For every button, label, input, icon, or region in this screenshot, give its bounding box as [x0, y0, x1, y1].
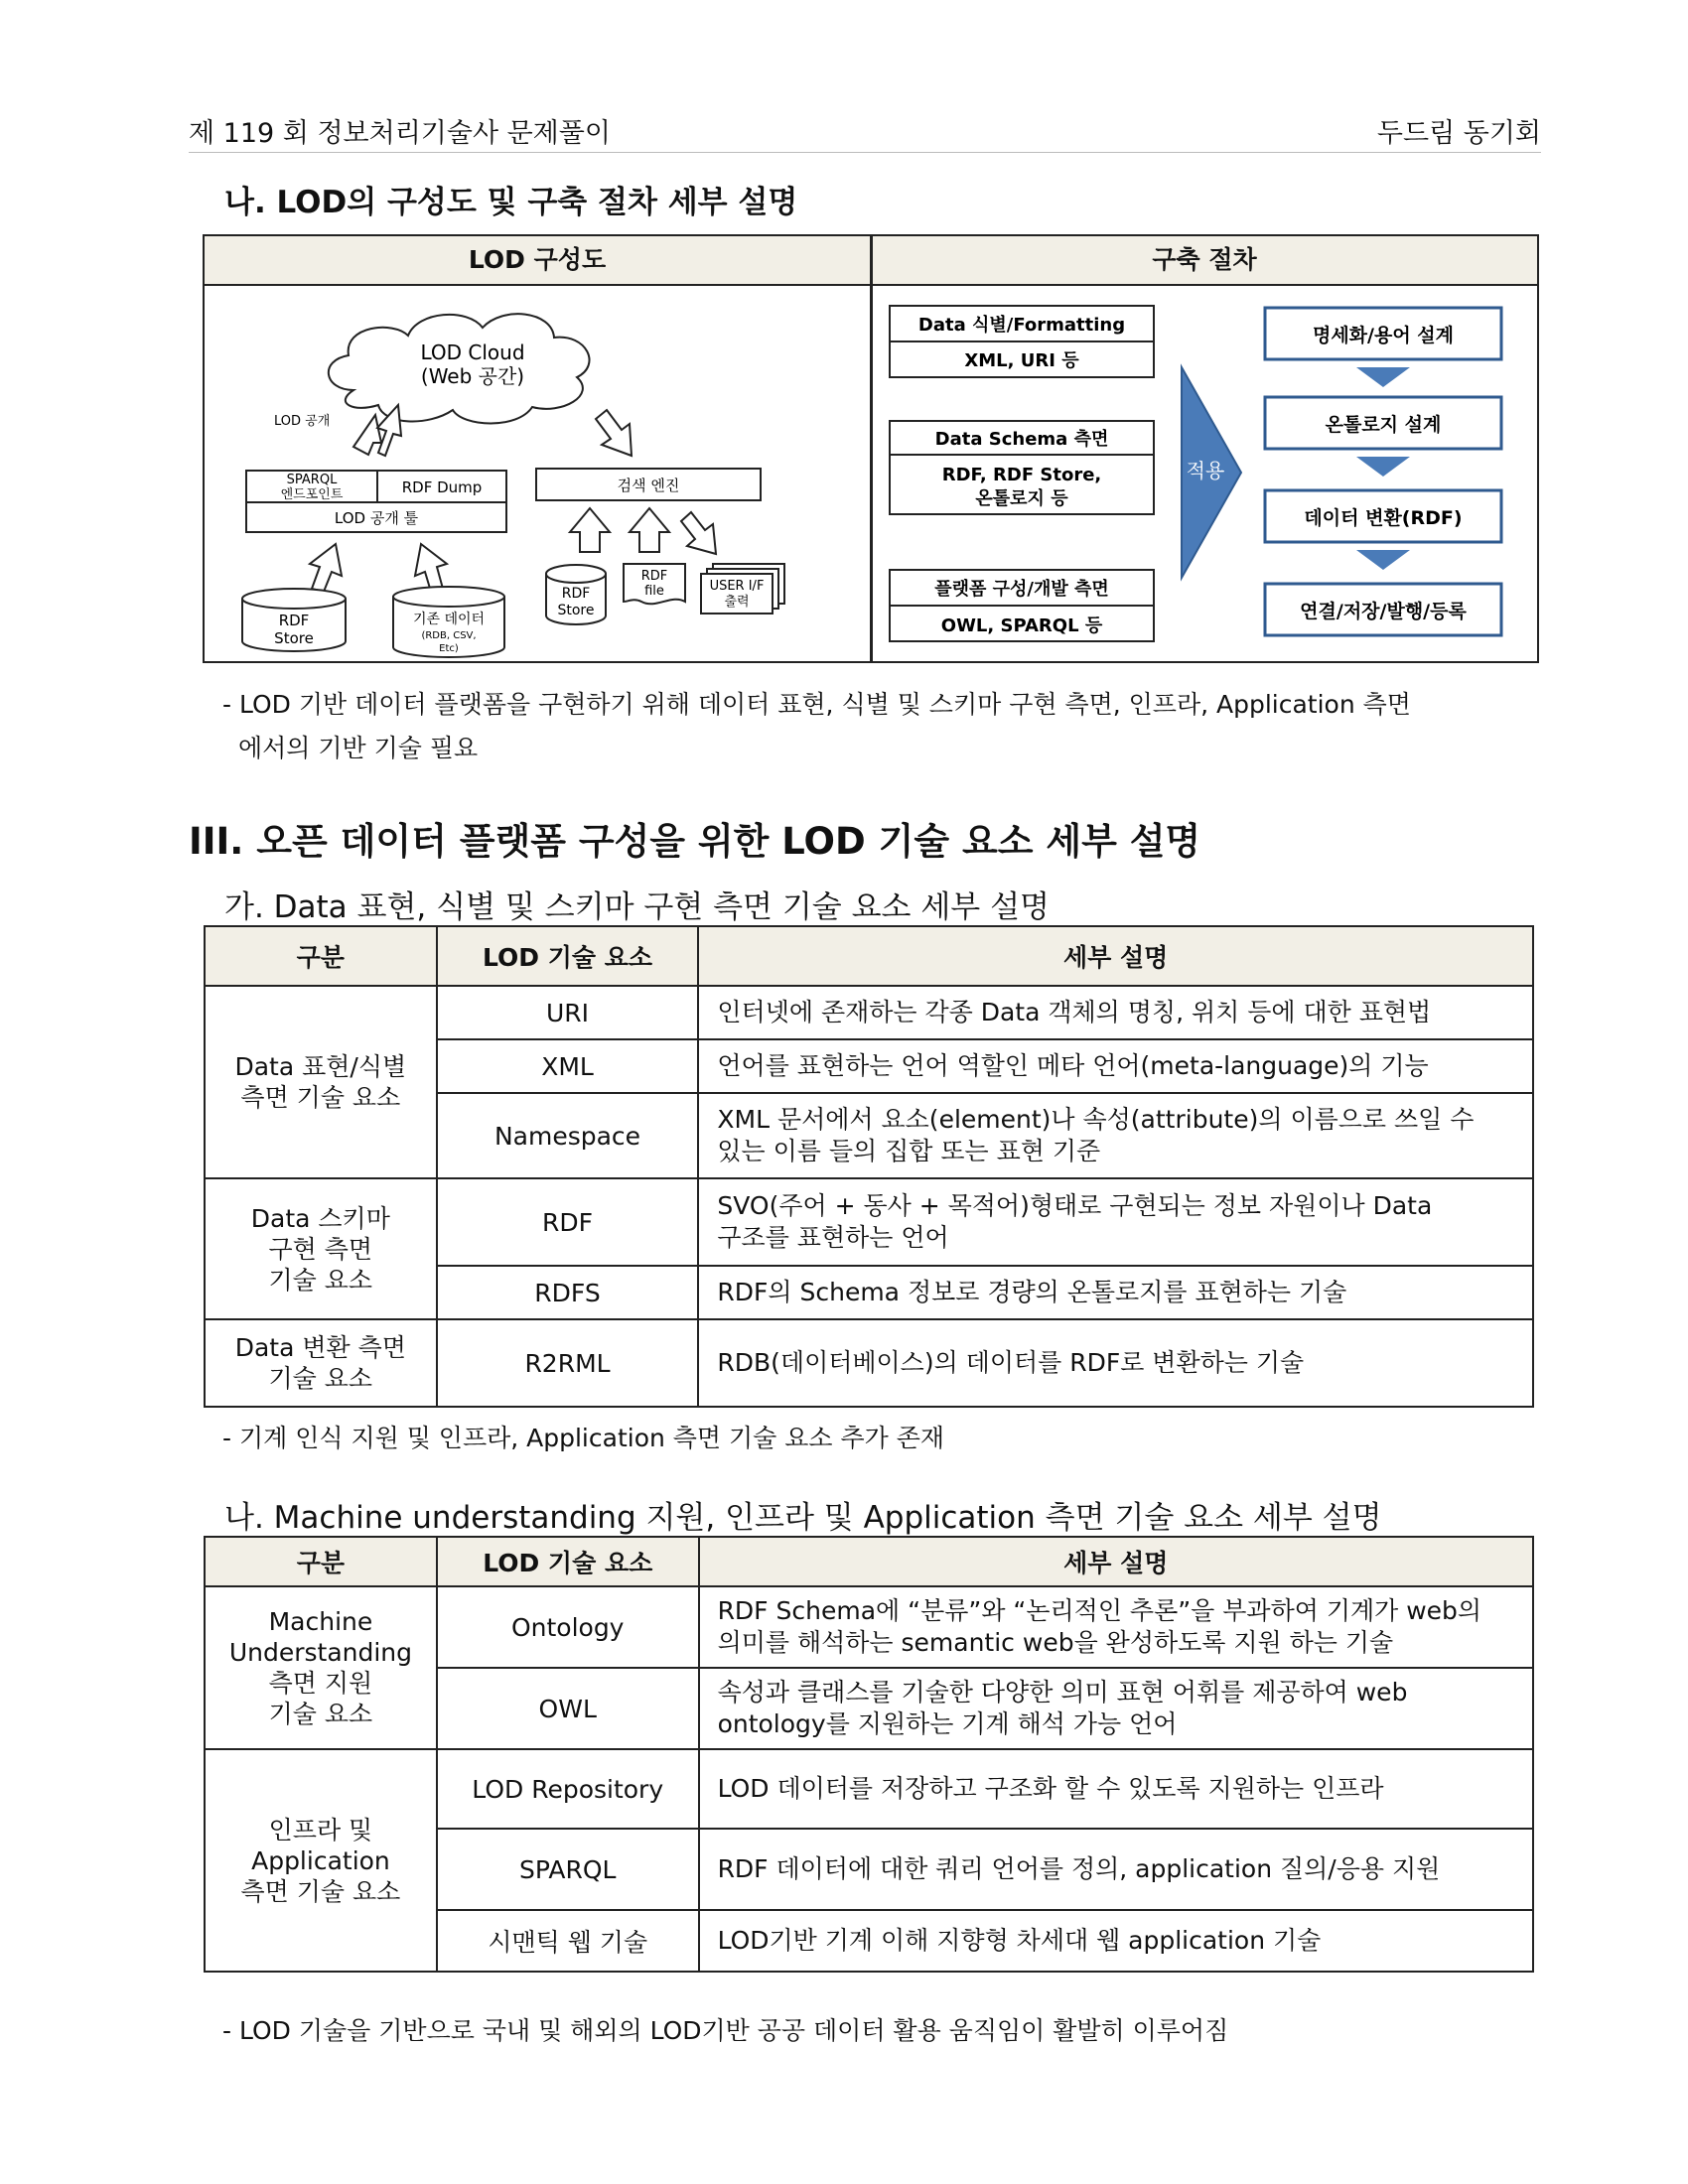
desc-line: RDF의 Schema 정보로 경량의 온톨로지를 표현하는 기술	[717, 1278, 1347, 1306]
header-left: 제 119 회 정보처리기술사 문제풀이	[189, 118, 611, 149]
apply-label: 적용	[1186, 459, 1225, 482]
table2-cat1	[205, 1586, 437, 1749]
rdf-store-right-top	[546, 565, 606, 583]
table1-cat2	[205, 1178, 437, 1319]
up-block-arrow-3	[415, 544, 447, 592]
element-cell: OWL	[437, 1668, 699, 1749]
header-right: 두드림 동기회	[1376, 118, 1541, 149]
user-if-label2: 출력	[724, 595, 750, 610]
table-row	[205, 1749, 1533, 1829]
cat-line: 측면 지원	[268, 1669, 373, 1698]
cat-line: Machine	[268, 1607, 373, 1636]
figure-col2-header: 구축 절차	[872, 236, 1537, 286]
legacy-label3: Etc)	[439, 643, 459, 654]
rdf-store-right-label2: Store	[557, 603, 595, 618]
desc-cell	[698, 1178, 1533, 1266]
rdf-store-left-label2: Store	[274, 629, 314, 647]
element-cell: RDFS	[437, 1266, 699, 1319]
desc-cell	[698, 1093, 1533, 1178]
cat-line: 측면 기술 요소	[240, 1083, 401, 1112]
cat-line: 측면 기술 요소	[240, 1876, 401, 1906]
desc-cell	[699, 1829, 1533, 1910]
desc-line: 언어를 표현하는 언어 역할인 메타 언어(meta-language)의 기능	[717, 1051, 1429, 1080]
cat-line: Data 변환 측면	[234, 1333, 406, 1362]
element-cell: RDF	[437, 1178, 699, 1266]
publish-tool-label: LOD 공개 툴	[334, 509, 419, 527]
down-block-arrow-1	[596, 410, 632, 456]
proc-box3-top: 플랫폼 구성/개발 측면	[934, 579, 1109, 600]
table2	[204, 1536, 1534, 1973]
step-label-2: 온톨로지 설계	[1325, 414, 1442, 436]
table-row	[205, 1319, 1533, 1407]
rdf-store-left-label1: RDF	[278, 612, 310, 629]
cat-line: 기술 요소	[268, 1265, 373, 1295]
note3: - LOD 기술을 기반으로 국내 및 해외의 LOD기반 공공 데이터 활용 움직임이 활발히 이루어짐	[222, 2016, 1229, 2045]
cat-line: 인프라 및	[268, 1815, 373, 1844]
legacy-label1: 기존 데이터	[412, 612, 486, 627]
up-arrow-publish	[353, 415, 381, 455]
element-cell: Namespace	[437, 1093, 699, 1178]
table2-header-desc: 세부 설명	[699, 1537, 1533, 1586]
table1-header-element: LOD 기술 요소	[437, 926, 699, 986]
desc-cell	[698, 1039, 1533, 1093]
build-procedure-diagram	[872, 286, 1539, 661]
rdf-store-left-top	[242, 589, 346, 609]
table1	[204, 925, 1534, 1408]
table1-cat3	[205, 1319, 437, 1407]
element-cell: SPARQL	[437, 1829, 699, 1910]
rdf-file-label1: RDF	[640, 569, 668, 584]
table-row	[205, 1586, 1533, 1668]
up-block-arrow-2	[310, 544, 342, 592]
section3-title: III. 오픈 데이터 플랫폼 구성을 위한 LOD 기술 요소 세부 설명	[189, 820, 1201, 863]
desc-cell	[698, 1319, 1533, 1407]
element-cell: 시맨틱 웹 기술	[437, 1910, 699, 1972]
legacy-label2: (RDB, CSV,	[421, 630, 477, 641]
proc-box2-bottom2: 온톨로지 등	[975, 488, 1068, 509]
table1-header-desc: 세부 설명	[698, 926, 1533, 986]
table1-header-category: 구분	[205, 926, 437, 986]
figure-col1-header: LOD 구성도	[205, 236, 870, 286]
page-header	[189, 111, 1541, 153]
section-na2-title: 나. Machine understanding 지원, 인프라 및 Application 측면 기술 요소 세부 설명	[224, 1500, 1382, 1536]
desc-cell	[698, 1266, 1533, 1319]
up-block-arrow-4	[570, 508, 610, 552]
desc-cell	[698, 986, 1533, 1039]
step-label-3: 데이터 변환(RDF)	[1304, 507, 1463, 529]
cloud-line2: (Web 공간)	[420, 364, 525, 388]
element-cell: XML	[437, 1039, 699, 1093]
cat-line: 구현 측면	[268, 1234, 373, 1264]
proc-box2-bottom1: RDF, RDF Store,	[941, 465, 1102, 485]
sparql-line2: 엔드포인트	[280, 487, 344, 502]
section-na-title: 나. LOD의 구성도 및 구축 절차 세부 설명	[224, 185, 798, 220]
user-if-label1: USER I/F	[709, 579, 765, 594]
desc-cell	[699, 1668, 1533, 1749]
desc-line: RDF 데이터에 대한 쿼리 언어를 정의, application 질의/응용 지원	[717, 1854, 1441, 1883]
desc-cell	[699, 1586, 1533, 1668]
proc-box2-top: Data Schema 측면	[934, 429, 1109, 450]
desc-line: RDF Schema에 “분류”와 “논리적인 추론”을 부과하여 기계가 web의	[717, 1596, 1482, 1625]
note2: - 기계 인식 지원 및 인프라, Application 측면 기술 요소 추가 존재	[222, 1424, 945, 1452]
rdf-dump-label: RDF Dump	[401, 478, 483, 496]
proc-box1-top: Data 식별/Formatting	[917, 315, 1126, 336]
table-row	[205, 986, 1533, 1039]
desc-line: SVO(주어 + 동사 + 목적어)형태로 구현되는 정보 자원이나 Data	[717, 1191, 1433, 1220]
element-cell: R2RML	[437, 1319, 699, 1407]
cat-line: 기술 요소	[268, 1364, 373, 1393]
up-block-arrow-5	[630, 508, 669, 552]
step-arrow-3	[1356, 550, 1410, 570]
step-arrow-1	[1356, 367, 1410, 387]
desc-line: 인터넷에 존재하는 각종 Data 객체의 명칭, 위치 등에 대한 표현법	[717, 998, 1432, 1026]
step-arrow-2	[1356, 457, 1410, 477]
cat-line: Understanding	[228, 1638, 413, 1667]
table2-header-element: LOD 기술 요소	[437, 1537, 699, 1586]
desc-line: LOD 데이터를 저장하고 구조화 할 수 있도록 지원하는 인프라	[717, 1774, 1384, 1803]
step-label-4: 연결/저장/발행/등록	[1300, 601, 1467, 622]
cat-line: Data 표현/식별	[234, 1052, 407, 1081]
legacy-data-top	[393, 587, 504, 607]
desc-cell	[699, 1749, 1533, 1829]
search-engine-label: 검색 엔진	[617, 477, 680, 494]
publish-label: LOD 공개	[274, 414, 331, 429]
element-cell: LOD Repository	[437, 1749, 699, 1829]
desc-line: ontology를 지원하는 기계 해석 가능 언어	[717, 1709, 1178, 1738]
desc-line: XML 문서에서 요소(element)나 속성(attribute)의 이름으로 쓰일 수	[717, 1105, 1475, 1134]
table2-header-category: 구분	[205, 1537, 437, 1586]
lod-architecture-diagram	[205, 286, 870, 661]
cat-line: Application	[251, 1845, 390, 1875]
desc-line: 속성과 클래스를 기술한 다양한 의미 표현 어휘를 제공하여 web	[717, 1678, 1408, 1706]
cloud-line1: LOD Cloud	[420, 341, 525, 364]
table-row	[205, 1178, 1533, 1266]
sparql-line1: SPARQL	[286, 473, 338, 487]
rdf-store-right-label1: RDF	[561, 586, 591, 602]
proc-box3-bottom: OWL, SPARQL 등	[940, 615, 1103, 636]
section-ga-title: 가. Data 표현, 식별 및 스키마 구현 측면 기술 요소 세부 설명	[224, 889, 1050, 925]
rdf-file-label2: file	[644, 584, 664, 599]
step-label-1: 명세화/용어 설계	[1312, 325, 1455, 346]
down-block-arrow-2	[681, 512, 716, 554]
desc-line: RDB(데이터베이스)의 데이터를 RDF로 변환하는 기술	[717, 1348, 1305, 1377]
cat-line: 기술 요소	[268, 1700, 373, 1728]
table2-cat2	[205, 1749, 437, 1972]
cat-line: Data 스키마	[250, 1203, 390, 1233]
desc-line: 구조를 표현하는 언어	[717, 1223, 949, 1252]
note1	[222, 683, 1411, 770]
note1-line1: - LOD 기반 데이터 플랫폼을 구현하기 위해 데이터 표현, 식별 및 스키마 구현 측면, 인프라, Application 측면	[222, 690, 1411, 719]
desc-line: 의미를 해석하는 semantic web을 완성하도록 지원 하는 기술	[717, 1628, 1394, 1657]
table1-cat1	[205, 986, 437, 1178]
desc-cell	[699, 1910, 1533, 1972]
element-cell: Ontology	[437, 1586, 699, 1668]
element-cell: URI	[437, 986, 699, 1039]
note1-line2: 에서의 기반 기술 필요	[238, 734, 479, 762]
lod-figure-table	[203, 234, 1539, 663]
desc-line: LOD기반 기계 이해 지향형 차세대 웹 application 기술	[717, 1926, 1322, 1955]
desc-line: 있는 이름 들의 집합 또는 표현 기준	[717, 1137, 1101, 1165]
proc-box1-bottom: XML, URI 등	[964, 350, 1079, 371]
